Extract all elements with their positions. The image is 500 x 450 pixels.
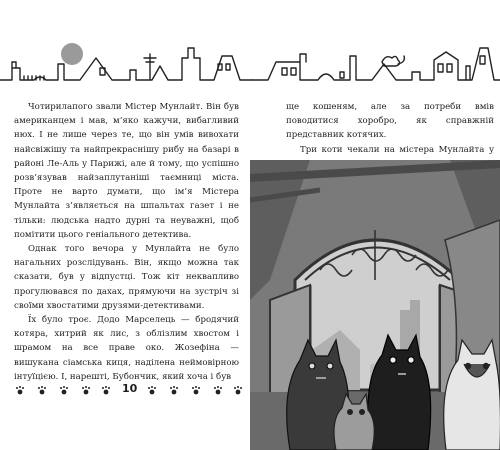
left-page-text — [14, 100, 239, 384]
cats-window-illustration — [250, 160, 500, 450]
paw-print-icon — [60, 386, 68, 394]
paragraph: ще кошеням, але за потреби вмів поводитися хоробро, як справжній представник котячих. — [286, 102, 494, 141]
paw-print-icon — [234, 386, 242, 394]
paragraph: Однак того вечора у Мунлайта не було нагальних розслідувань. Він, якщо можна так сказати, був у відпустці. Тож кіт неквапливо прогулювався по дахах, прямуючи на зустріч зі своїми хвостатими друзями-детективами. — [14, 244, 239, 311]
paw-print-icon — [82, 386, 90, 394]
paw-print-icon — [192, 386, 200, 394]
paw-print-icon — [214, 386, 222, 394]
paragraph: Три коти чекали на містера Мунлайта у — [300, 144, 494, 155]
page-number: 10 — [122, 382, 138, 395]
paragraph: Їх було троє. Додо Марселець — бродячий котяра, хитрий як лис, з облізлим хвостом і шрамом на все праве око. Жозефіна — вишукана сіамська киця, наділена неймовірною інтуїцією. І, нарешті, Бубончик, який хоча і був — [14, 315, 239, 382]
paw-print-icon — [102, 386, 110, 394]
page-footer — [14, 382, 242, 402]
paw-print-icon — [148, 386, 156, 394]
paw-print-icon — [170, 386, 178, 394]
paw-print-icon — [38, 386, 46, 394]
paragraph: Чотирилапого звали Містер Мунлайт. Він був американцем і мав, м’яко кажучи, вибагливий нюх. І не лише через те, що він умів вивохати найсвіжішу та найпрекраснішу рибу на базарі в районі Ле-Аль у Парижі, але й тому, що успішно розв’язував найзаплутаніші таємниці міста. Проте не варто думати, що ім’я Містера Мунлайта з’являється на шпальтах газет і не тільки: людська надто дурні та неуважні, щоб помітити цього геніального детектива. — [14, 102, 239, 240]
paw-print-icon — [16, 386, 24, 394]
